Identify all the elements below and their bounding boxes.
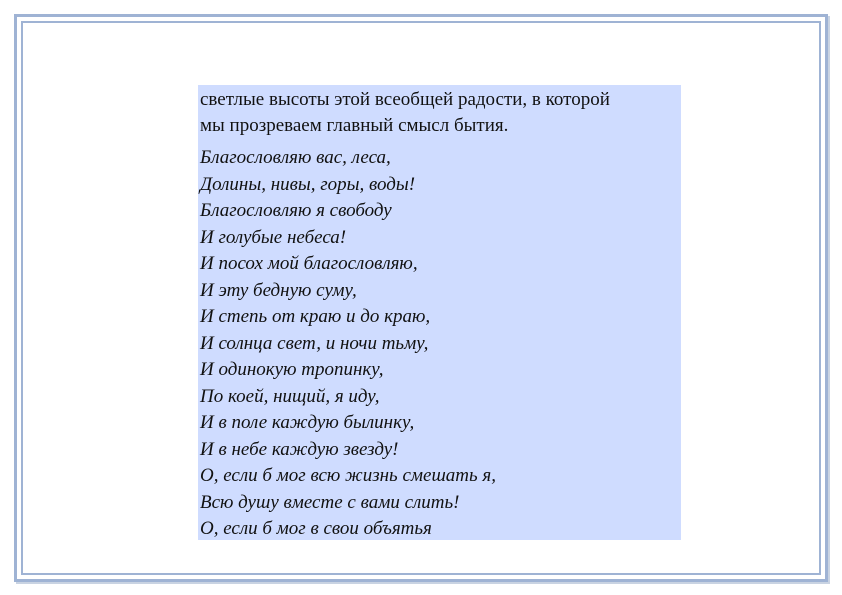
- poem-line: О, если б мог всю жизнь смешать я,: [200, 465, 496, 486]
- poem-line: Благословляю вас, леса,: [200, 147, 391, 168]
- poem-line: Всю душу вместе с вами слить!: [200, 491, 460, 513]
- text-box: [198, 85, 681, 540]
- prose-line: мы прозреваем главный смысл бытия.: [200, 115, 509, 136]
- poem-line: По коей, нищий, я иду,: [200, 385, 380, 407]
- poem-line: И посох мой благословляю,: [200, 253, 418, 274]
- poem-line: Благословляю я свободу: [200, 200, 392, 221]
- poem-line: И в небе каждую звезду!: [200, 438, 399, 460]
- poem-line: Долины, нивы, горы, воды!: [200, 173, 416, 195]
- poem-line: И солнца свет, и ночи тьму,: [200, 332, 429, 354]
- poem-line: И эту бедную суму,: [200, 279, 357, 301]
- poem-line: И в поле каждую былинку,: [200, 412, 415, 433]
- poem-line: И одинокую тропинку,: [200, 359, 384, 380]
- poem: [200, 145, 681, 543]
- poem-line: И степь от краю и до краю,: [200, 306, 431, 327]
- prose-paragraph: [200, 87, 681, 139]
- poem-line: О, если б мог в свои объятья: [200, 518, 432, 539]
- prose-line: светлые высоты этой всеобщей радости, в которой: [200, 89, 610, 110]
- poem-line: И голубые небеса!: [200, 226, 347, 248]
